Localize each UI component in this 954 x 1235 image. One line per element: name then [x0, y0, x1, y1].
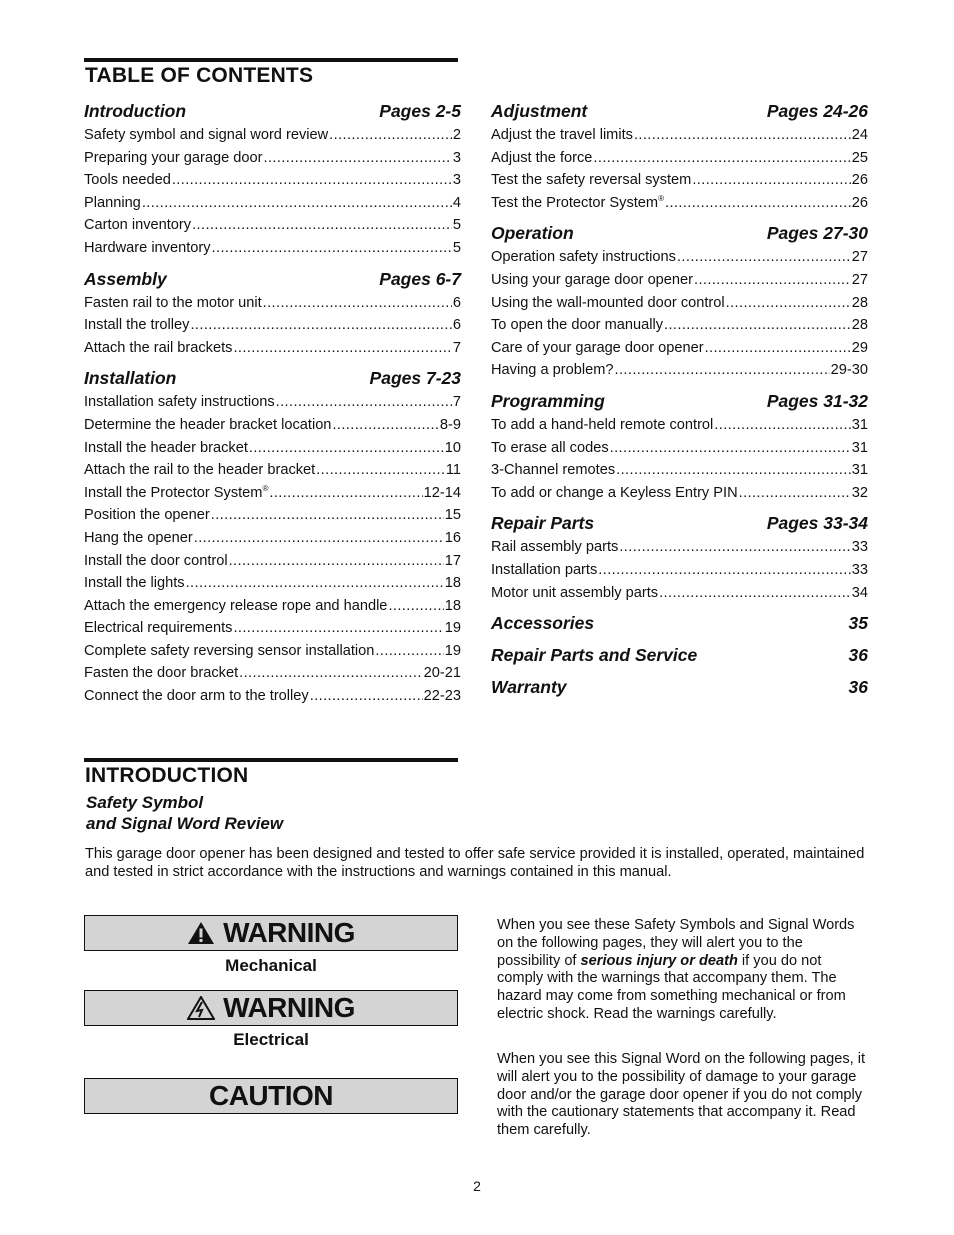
- toc-entry: [84, 553, 461, 576]
- toc-entry-text: Install the lights: [84, 575, 185, 592]
- toc-entry-page: 29: [851, 339, 868, 356]
- toc-entry: [84, 598, 461, 621]
- intro-paragraph: This garage door opener has been designed and tested to offer safe service provided it is installed, operated, maintained and tested in strict accordance with the instructions and warnings contained in this manual.: [85, 846, 865, 880]
- caution-label: CAUTION: [208, 1080, 334, 1111]
- toc-entry-text: Fasten the door bracket: [84, 665, 239, 682]
- toc-entry-page: 7: [452, 339, 461, 356]
- toc-entry: [491, 417, 868, 440]
- toc-entry-label: [491, 417, 713, 433]
- registered-mark: ®: [262, 483, 269, 493]
- toc-entry-page: 24: [851, 127, 868, 143]
- toc-entry-page: 27: [851, 249, 868, 266]
- toc-entry: [84, 665, 461, 688]
- toc-entry-label: [84, 317, 189, 333]
- warning-explanation-emphasis: serious injury or death: [580, 952, 738, 969]
- toc-entry-label: [84, 394, 275, 410]
- toc-entry-label: [84, 440, 248, 456]
- toc-entry-text: Preparing your garage door: [84, 149, 263, 166]
- intro-top-rule: [84, 758, 458, 762]
- toc-entry: [84, 150, 461, 173]
- toc-entry: [84, 507, 461, 530]
- toc-entry-text: Electrical requirements: [84, 620, 233, 637]
- toc-section-pages: 36: [848, 645, 868, 666]
- warning-explanation-after: if you do not comply with the warnings that accompany them. The hazard may come from something mechanical or from electric shock. Read the warnings carefully.: [497, 952, 846, 1022]
- toc-entry: [491, 362, 868, 385]
- toc-entry-label: [84, 340, 232, 356]
- toc-section-pages: 35: [848, 613, 868, 634]
- toc-entry-page: 31: [851, 416, 868, 433]
- toc-leader-dots: [239, 665, 423, 681]
- toc-entry-page: 5: [452, 217, 461, 234]
- toc-entry-page: 6: [452, 294, 461, 311]
- toc-entry: [491, 317, 868, 340]
- toc-entry-label: [84, 240, 211, 256]
- toc-entry-label: [491, 317, 663, 333]
- toc-leader-dots: [186, 575, 444, 591]
- toc-section-header: [491, 677, 868, 703]
- toc-entry: [491, 485, 868, 508]
- toc-entry: [84, 195, 461, 218]
- toc-entry-label: [491, 272, 693, 288]
- toc-entry-label: [491, 462, 615, 478]
- toc-entry-text: Operation safety instructions: [491, 249, 676, 266]
- toc-entry-page: 7: [452, 394, 461, 411]
- toc-leader-dots: [310, 688, 423, 704]
- toc-section-name: Warranty: [491, 677, 567, 698]
- toc-leader-dots: [593, 150, 850, 166]
- toc-section-header: [84, 101, 461, 127]
- toc-entry-text: To add a hand-held remote control: [491, 416, 714, 433]
- toc-leader-dots: [739, 485, 851, 501]
- toc-entry-page: 32: [851, 484, 868, 501]
- toc-entry-label: [84, 217, 191, 233]
- toc-section-pages: Pages 33-34: [766, 513, 868, 534]
- toc-entry: [84, 575, 461, 598]
- warning-electrical-label: WARNING: [223, 992, 355, 1023]
- toc-entry: [491, 272, 868, 295]
- toc-left-column: [84, 101, 461, 711]
- toc-entry-label: [84, 688, 309, 704]
- toc-section-pages: Pages 7-23: [369, 368, 461, 389]
- toc-entry-text: Attach the emergency release rope and handle: [84, 597, 388, 614]
- toc-entry-text: Fasten rail to the motor unit: [84, 294, 262, 311]
- toc-leader-dots: [316, 462, 445, 478]
- toc-entry: [84, 643, 461, 666]
- toc-entry-label: [84, 598, 387, 614]
- toc-entry-text: Care of your garage door opener: [491, 339, 704, 356]
- toc-leader-dots: [142, 195, 452, 211]
- toc-entry-text: Hang the opener: [84, 529, 193, 546]
- toc-entry-text: Safety symbol and signal word review: [84, 127, 329, 143]
- toc-entry-label: [84, 172, 171, 188]
- toc-entry-label: [491, 249, 676, 265]
- toc-entry-page: 25: [851, 149, 868, 166]
- toc-section-name: Installation: [84, 368, 177, 389]
- toc-entry: [84, 217, 461, 240]
- toc-entry-label: [84, 530, 193, 546]
- toc-section-name: Repair Parts and Service: [491, 645, 698, 666]
- toc-entry-page: 10: [444, 439, 461, 456]
- toc-section-header: [491, 101, 868, 127]
- toc-entry-label: [84, 417, 331, 433]
- toc-entry-label: [491, 295, 725, 311]
- toc-entry-label: [491, 585, 658, 601]
- toc-section-header: [491, 613, 868, 639]
- toc-leader-dots: [332, 417, 438, 433]
- toc-leader-dots: [194, 530, 444, 546]
- toc-entry-text: Attach the rail to the header bracket: [84, 462, 316, 479]
- toc-entry-page: 15: [444, 507, 461, 524]
- toc-entry-page: 3: [452, 149, 461, 166]
- toc-section-header: [491, 513, 868, 539]
- toc-entry-label: [84, 295, 262, 311]
- toc-entry-page: 20-21: [423, 665, 461, 682]
- page-number: 2: [473, 1178, 481, 1194]
- toc-entry-page: 6: [452, 317, 461, 334]
- toc-entry-page: 2: [452, 127, 461, 143]
- toc-leader-dots: [726, 295, 851, 311]
- toc-entry-text: Installation safety instructions: [84, 394, 275, 411]
- toc-entry-page: 22-23: [423, 688, 461, 705]
- toc-entry-page: 28: [851, 294, 868, 311]
- toc-leader-dots: [375, 643, 443, 659]
- toc-entry-text: Planning: [84, 194, 141, 211]
- toc-entry-page: 3: [452, 172, 461, 189]
- toc-entry-label: [84, 553, 228, 569]
- warning-electrical-box: [84, 990, 458, 1026]
- toc-entry-text: Using your garage door opener: [491, 271, 694, 288]
- toc-entry: [491, 295, 868, 318]
- toc-leader-dots: [263, 295, 452, 311]
- intro-subheading-line1: Safety Symbol: [86, 793, 204, 812]
- warning-explanation: [497, 917, 867, 1024]
- toc-section-header: [491, 391, 868, 417]
- toc-leader-dots: [329, 127, 452, 143]
- toc-entry-page: 31: [851, 462, 868, 479]
- toc-entry: [84, 317, 461, 340]
- toc-entry-text: Adjust the travel limits: [491, 127, 633, 143]
- toc-entry-page: 28: [851, 317, 868, 334]
- toc-section-pages: Pages 31-32: [766, 390, 868, 411]
- toc-entry-text: Hardware inventory: [84, 239, 211, 256]
- toc-entry: [491, 172, 868, 195]
- warning-mechanical-caption: Mechanical: [225, 956, 317, 975]
- toc-section-header: [84, 368, 461, 394]
- toc-top-rule: [84, 58, 458, 62]
- toc-entry: [84, 394, 461, 417]
- toc-entry: [84, 485, 461, 508]
- toc-section-header: [84, 269, 461, 295]
- toc-leader-dots: [233, 620, 443, 636]
- toc-entry-text: Complete safety reversing sensor installation: [84, 642, 375, 659]
- toc-leader-dots: [616, 462, 851, 478]
- toc-leader-dots: [610, 440, 851, 456]
- warning-mechanical-box: [84, 915, 458, 951]
- toc-entry-text: Adjust the force: [491, 149, 593, 166]
- toc-entry-text: Tools needed: [84, 172, 171, 189]
- toc-section-name: Programming: [491, 390, 605, 411]
- toc-leader-dots: [619, 539, 850, 555]
- toc-entry: [491, 462, 868, 485]
- toc-entry: [84, 295, 461, 318]
- toc-entry-page: 29-30: [830, 362, 868, 379]
- toc-entry: [84, 172, 461, 195]
- toc-section-pages: Pages 2-5: [379, 101, 461, 121]
- toc-leader-dots: [694, 272, 851, 288]
- warning-explanation-before: When you see these Safety Symbols and Signal Words on the following pages, they will alert you to the possibility of: [497, 917, 855, 969]
- toc-entry-label: [84, 462, 315, 478]
- toc-right-column: [491, 101, 868, 703]
- toc-entry-text: Install the Protector System: [84, 484, 263, 501]
- toc-leader-dots: [664, 317, 851, 333]
- toc-entry: [84, 688, 461, 711]
- toc-entry-label: [84, 507, 210, 523]
- toc-entry-label: [84, 195, 141, 211]
- toc-entry: [84, 340, 461, 363]
- toc-entry: [491, 249, 868, 272]
- toc-entry-page: 18: [444, 575, 461, 592]
- toc-leader-dots: [269, 485, 422, 501]
- toc-leader-dots: [233, 340, 451, 356]
- toc-section-name: Assembly: [84, 268, 167, 289]
- toc-entry-page: 8-9: [439, 416, 461, 433]
- toc-entry-text: Install the door control: [84, 552, 228, 569]
- toc-entry-text: Attach the rail brackets: [84, 339, 233, 356]
- toc-entry-label: [84, 643, 374, 659]
- toc-entry-page: 26: [851, 172, 868, 189]
- toc-entry: [84, 530, 461, 553]
- warning-triangle-icon: [187, 921, 215, 945]
- toc-entry: [491, 195, 868, 218]
- toc-entry-label: [491, 362, 614, 378]
- warning-mechanical-label: WARNING: [223, 917, 355, 948]
- toc-entry-text: Connect the door arm to the trolley: [84, 688, 309, 705]
- toc-entry-label: [491, 150, 592, 166]
- toc-leader-dots: [659, 585, 851, 601]
- toc-section-pages: Pages 27-30: [766, 223, 868, 244]
- toc-entry-page: 34: [851, 584, 868, 601]
- intro-heading: INTRODUCTION: [85, 764, 249, 787]
- toc-leader-dots: [677, 249, 851, 265]
- toc-entry-text: Install the trolley: [84, 317, 190, 334]
- toc-entry-text: Motor unit assembly parts: [491, 584, 659, 601]
- toc-leader-dots: [192, 217, 452, 233]
- toc-entry-text: Test the Protector System: [491, 194, 659, 211]
- toc-entry-text: Test the safety reversal system: [491, 172, 692, 189]
- toc-section-name: Repair Parts: [491, 513, 595, 534]
- toc-entry-page: 18: [444, 597, 461, 614]
- toc-leader-dots: [692, 172, 850, 188]
- toc-entry-label: [491, 195, 664, 211]
- toc-entry-label: [491, 440, 609, 456]
- toc-section-name: Adjustment: [491, 101, 588, 121]
- toc-entry-page: 33: [851, 561, 868, 578]
- toc-entry: [491, 585, 868, 608]
- toc-entry-text: Using the wall-mounted door control: [491, 294, 725, 311]
- toc-leader-dots: [388, 598, 443, 614]
- toc-entry-page: 19: [444, 642, 461, 659]
- toc-leader-dots: [598, 562, 850, 578]
- toc-entry-label: [84, 150, 262, 166]
- toc-entry-page: 11: [445, 462, 461, 479]
- toc-entry-text: Position the opener: [84, 507, 210, 524]
- toc-entry-label: [491, 172, 691, 188]
- toc-leader-dots: [212, 240, 452, 256]
- toc-leader-dots: [249, 440, 444, 456]
- toc-entry: [84, 240, 461, 263]
- toc-entry-label: [84, 665, 238, 681]
- toc-entry-label: [491, 562, 597, 578]
- toc-entry-label: [491, 127, 633, 143]
- toc-section-header: [491, 645, 868, 671]
- toc-entry-label: [491, 539, 618, 555]
- toc-entry-page: 5: [452, 239, 461, 256]
- toc-entry-page: 17: [444, 552, 461, 569]
- toc-leader-dots: [229, 553, 444, 569]
- toc-entry-text: To erase all codes: [491, 439, 609, 456]
- toc-entry-text: Having a problem?: [491, 362, 614, 379]
- toc-entry-text: Carton inventory: [84, 217, 192, 234]
- toc-section-name: Accessories: [491, 613, 595, 634]
- toc-entry-label: [491, 485, 738, 501]
- toc-entry: [84, 417, 461, 440]
- toc-entry-label: [84, 127, 328, 143]
- toc-entry-text: 3-Channel remotes: [491, 462, 616, 479]
- toc-entry-page: 12-14: [423, 484, 461, 501]
- toc-entry-page: 26: [851, 194, 868, 211]
- toc-leader-dots: [190, 317, 451, 333]
- intro-subheading-line2: and Signal Word Review: [86, 814, 284, 833]
- caution-box: [84, 1078, 458, 1114]
- toc-leader-dots: [211, 507, 444, 523]
- caution-explanation: When you see this Signal Word on the following pages, it will alert you to the possibility of damage to your garage door and/or the garage door opener if you do not comply with the cautionary statements that accompany it. Read them carefully.: [497, 1051, 866, 1139]
- toc-section-pages: Pages 24-26: [766, 101, 868, 121]
- toc-entry-page: 33: [851, 539, 868, 556]
- toc-entry: [491, 127, 868, 150]
- toc-section-pages: 36: [848, 677, 868, 698]
- toc-entry-text: Installation parts: [491, 561, 598, 578]
- toc-entry-text: To open the door manually: [491, 317, 663, 334]
- toc-section-header: [491, 223, 868, 249]
- toc-section-name: Operation: [491, 223, 574, 244]
- toc-entry: [491, 539, 868, 562]
- toc-entry: [491, 340, 868, 363]
- warning-electrical-caption: Electrical: [233, 1030, 309, 1049]
- toc-leader-dots: [615, 362, 830, 378]
- toc-section-name: Introduction: [84, 101, 187, 121]
- toc-heading: TABLE OF CONTENTS: [85, 64, 314, 87]
- toc-entry-text: Determine the header bracket location: [84, 416, 332, 433]
- toc-entry: [84, 440, 461, 463]
- toc-entry-page: 4: [452, 194, 461, 211]
- toc-entry-page: 31: [851, 439, 868, 456]
- toc-entry-label: [84, 485, 268, 501]
- toc-section-pages: Pages 6-7: [379, 268, 461, 289]
- toc-leader-dots: [263, 150, 451, 166]
- registered-mark: ®: [658, 193, 664, 203]
- toc-leader-dots: [172, 172, 452, 188]
- toc-entry-text: To add or change a Keyless Entry PIN: [491, 484, 738, 501]
- toc-leader-dots: [276, 394, 452, 410]
- toc-leader-dots: [634, 127, 851, 143]
- electric-shock-icon: [187, 996, 215, 1020]
- toc-leader-dots: [705, 340, 851, 356]
- toc-entry-label: [491, 340, 704, 356]
- toc-leader-dots: [714, 417, 850, 433]
- toc-entry: [84, 620, 461, 643]
- toc-entry-page: 19: [444, 620, 461, 637]
- toc-entry-page: 16: [444, 529, 461, 546]
- toc-entry: [491, 440, 868, 463]
- toc-entry: [84, 462, 461, 485]
- toc-entry-page: 27: [851, 271, 868, 288]
- toc-entry: [491, 150, 868, 173]
- toc-entry-text: Rail assembly parts: [491, 539, 619, 556]
- toc-entry-text: Install the header bracket: [84, 439, 248, 456]
- toc-entry-label: [84, 575, 185, 591]
- toc-entry-label: [84, 620, 232, 636]
- toc-entry: [491, 562, 868, 585]
- toc-entry: [84, 127, 461, 150]
- toc-leader-dots: [665, 195, 851, 211]
